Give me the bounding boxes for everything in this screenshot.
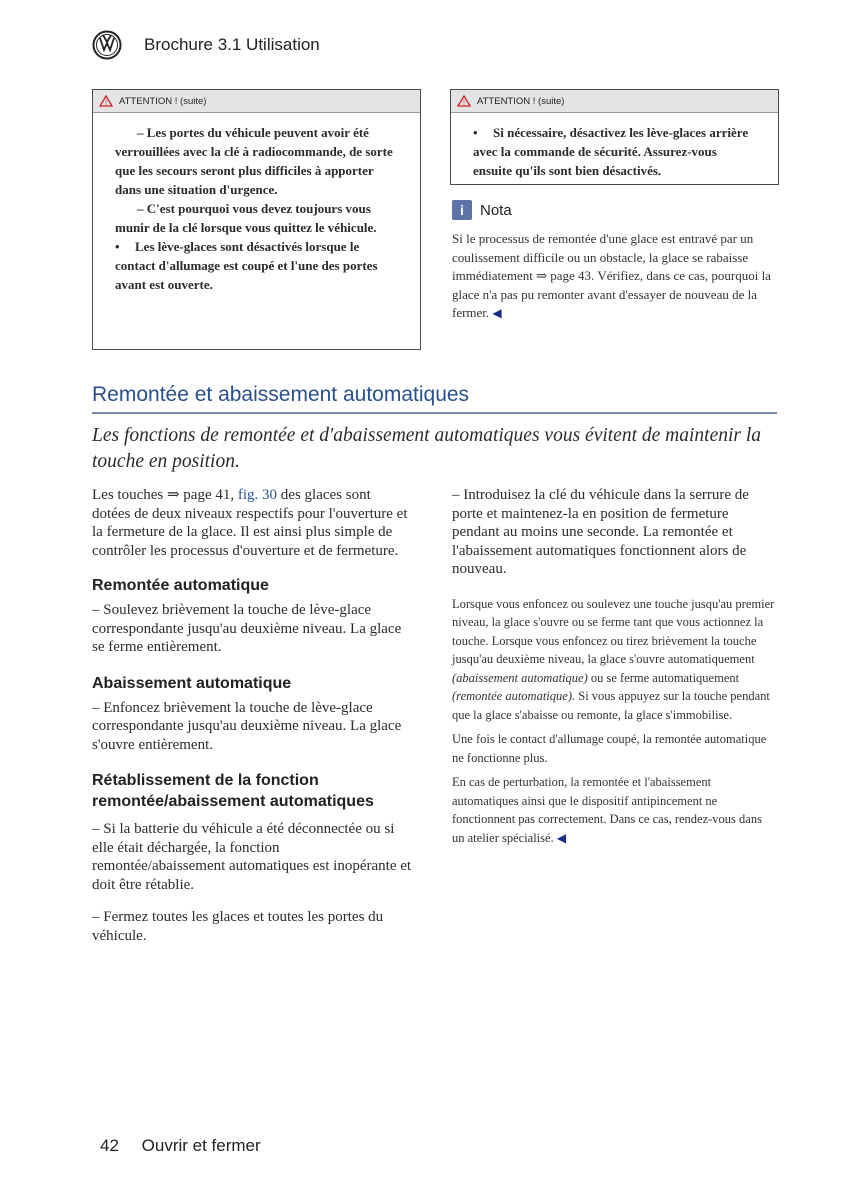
info-icon: i xyxy=(452,200,472,220)
warning-bullet-text: Les lève-glaces sont désactivés lorsque le contact d'allumage est coupé et l'une des portes avant est ouverte. xyxy=(115,239,378,292)
warning-header-text: ATTENTION ! (suite) xyxy=(119,95,207,107)
nota-header xyxy=(452,200,512,220)
warning-header-text: ATTENTION ! (suite) xyxy=(477,95,565,107)
text: des glaces sont dotées de deux niveaux respectifs pour l'ouverture et la fermeture de la glace. Il est ainsi plus simple de contrôler les processus d'ouverture et de fermeture. xyxy=(92,487,408,559)
nota-text-part: Si le processus de remontée d'une glace est entravé par un coulissement difficile ou un obstacle, la glace se rabaisse immédiatement xyxy=(452,231,754,283)
warning-header xyxy=(93,90,420,113)
subheading: Rétablissement de la fonction remontée/abaissement automatiques xyxy=(92,772,374,810)
end-mark-icon: ◀ xyxy=(492,306,502,320)
svg-text:!: ! xyxy=(105,100,107,107)
nota-text-part: Vérifiez, dans ce cas, pourquoi la glace n'a pas pu remonter avant d'essayer de nouveau de la fermer. xyxy=(452,268,771,320)
bullet: • xyxy=(115,239,120,254)
text: En cas de perturbation, la remontée et l'abaissement automatiques ainsi que le dispositif antipincement ne fonctionnent pas correctement. Dans ce cas, rendez-vous dans un atelier spécialisé. xyxy=(452,775,762,845)
page-reference-link[interactable]: ⇒ page 43. xyxy=(536,268,595,283)
left-column xyxy=(92,486,412,945)
left-intro xyxy=(92,486,412,560)
subheading: Remontée automatique xyxy=(92,577,269,594)
paragraph xyxy=(452,773,777,847)
emphasis-text: (remontée automatique). xyxy=(452,689,576,703)
page-footer xyxy=(100,1136,261,1156)
emphasis-text: (abaissement automatique) xyxy=(452,670,588,685)
nota-title: Nota xyxy=(480,201,512,219)
text: Lorsque vous enfoncez ou soulevez une touche jusqu'au premier niveau, la glace s'ouvre ou se ferme tant que vous actionnez la touche. Lorsque vous enfoncez ou tirez brièvement la touche jusqu'au deuxième niveau, la glace s'ouvre automatiquement xyxy=(452,596,775,666)
step: – Soulevez brièvement la touche de lève-glace correspondante jusqu'au deuxième niveau. La glace se ferme entièrement. xyxy=(92,602,402,655)
step: – Fermez toutes les glaces et toutes les portes du véhicule. xyxy=(92,909,384,944)
warning-paragraph: – Les portes du véhicule peuvent avoir été verrouillées avec la clé à radiocommande, de sorte que les secours seront plus difficiles à apporter dans une situation d'urgence. xyxy=(115,125,393,197)
step: – Enfoncez brièvement la touche de lève-glace correspondante jusqu'au deuxième niveau. La glace s'ouvre entièrement. xyxy=(92,699,402,753)
warning-header xyxy=(451,90,778,113)
page-number: 42 xyxy=(100,1136,119,1155)
warning-bullet-text: Si nécessaire, désactivez les lève-glaces arrière avec la commande de sécurité. Assurez-vous ensuite qu'ils sont bien désactivés. xyxy=(473,125,749,178)
page-reference-link[interactable]: ⇒ page 41, xyxy=(166,487,235,503)
right-column xyxy=(452,486,777,847)
paragraph xyxy=(452,595,777,725)
text: Si vous appuyez sur la touche pendant que la glace s'abaisse ou remonte, la glace s'immobilise. xyxy=(452,689,770,722)
section-intro: Les fonctions de remontée et d'abaissement automatiques vous évitent de maintenir la touche en position. xyxy=(92,425,762,472)
page-header xyxy=(92,30,320,60)
header-title: Brochure 3.1 Utilisation xyxy=(144,35,320,54)
section-title: Remontée et abaissement automatiques xyxy=(92,383,470,406)
step: – Introduisez la clé du véhicule dans la serrure de porte et maintenez-la en position de fermeture pendant au moins une seconde. La remontée et l'abaissement automatiques fonctionnent alors de nouveau. xyxy=(452,487,749,577)
text: Les touches xyxy=(92,487,164,503)
vw-logo-icon xyxy=(92,30,122,60)
bullet: • xyxy=(473,125,478,140)
warning-box-right xyxy=(450,89,779,185)
figure-reference-link[interactable]: fig. 30 xyxy=(237,487,278,503)
warning-bullet-paragraph xyxy=(473,123,758,180)
nota-text xyxy=(452,230,772,323)
paragraph: Une fois le contact d'allumage coupé, la remontée automatique ne fonctionne plus. xyxy=(452,732,767,765)
svg-text:!: ! xyxy=(463,100,465,107)
warning-triangle-icon xyxy=(457,95,471,107)
subheading: Abaissement automatique xyxy=(92,674,292,692)
chapter-title: Ouvrir et fermer xyxy=(141,1136,261,1155)
warning-body xyxy=(93,113,420,294)
text: ou se ferme automatiquement xyxy=(590,670,740,685)
warning-paragraph: – C'est pourquoi vous devez toujours vous munir de la clé lorsque vous quittez le véhicule. xyxy=(115,201,377,235)
warning-bullet-paragraph xyxy=(115,237,400,294)
warning-box-left xyxy=(92,89,421,350)
section-divider xyxy=(92,412,777,414)
warning-triangle-icon xyxy=(99,95,113,107)
warning-body xyxy=(451,113,778,180)
step: – Si la batterie du véhicule a été déconnectée ou si elle était déchargée, la fonction remontée/abaissement automatiques est inopérante et doit être rétablie. xyxy=(92,821,412,893)
end-mark-icon: ◀ xyxy=(556,830,567,845)
